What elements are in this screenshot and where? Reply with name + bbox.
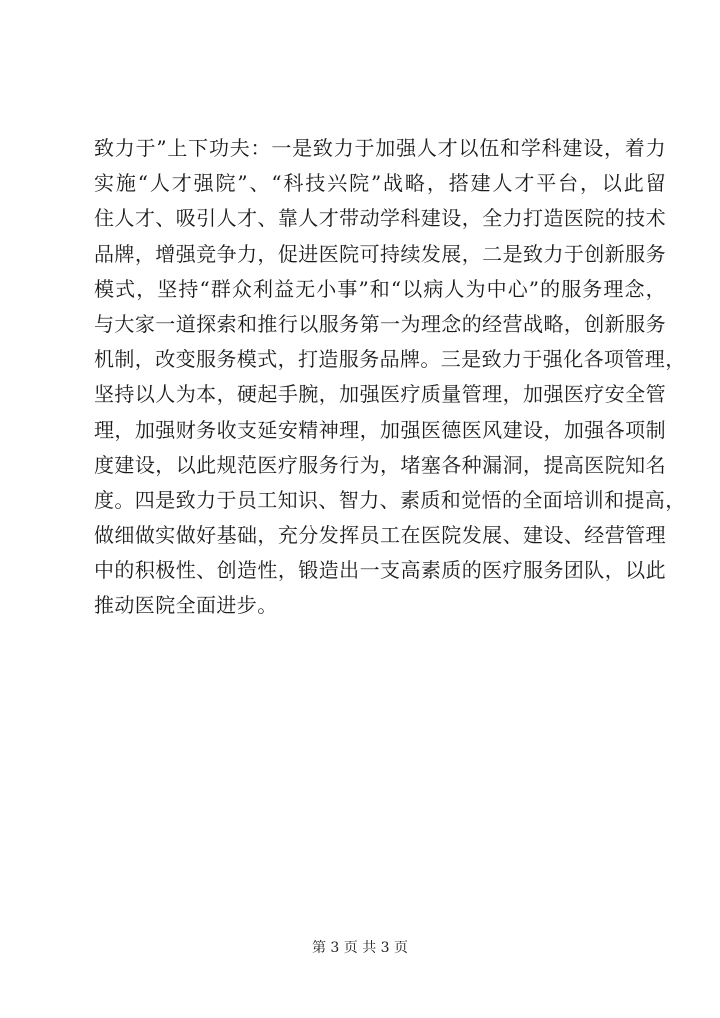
text-line: 机制，改变服务模式，打造服务品牌。三是致力于强化各项管理， xyxy=(94,347,686,372)
body-paragraph xyxy=(94,131,686,624)
text-line: 做细做实做好基础，充分发挥员工在医院发展、建设、经营管理 xyxy=(94,523,666,548)
text-line: 度建设，以此规范医疗服务行为，堵塞各种漏洞，提高医院知名 xyxy=(94,452,666,477)
text-line: 住人才、吸引人才、靠人才带动学科建设，全力打造医院的技术 xyxy=(94,206,666,231)
page-number-footer: 第 3 页 共 3 页 xyxy=(311,940,409,956)
text-line: 品牌，增强竞争力，促进医院可持续发展，二是致力于创新服务 xyxy=(94,241,666,266)
text-line: 模式，坚持“群众利益无小事”和“以病人为中心”的服务理念， xyxy=(94,276,666,301)
text-line: 理，加强财务收支延安精神理，加强医德医风建设，加强各项制 xyxy=(94,417,666,442)
text-line: 致力于”上下功夫：一是致力于加强人才以伍和学科建设，着力 xyxy=(94,136,666,160)
text-line: 度。四是致力于员工知识、智力、素质和觉悟的全面培训和提高， xyxy=(94,487,686,512)
text-line: 实施“人才强院”、“科技兴院”战略，搭建人才平台，以此留 xyxy=(94,171,666,196)
text-line-last: 推动医院全面进步。 xyxy=(94,593,278,618)
text-line: 坚持以人为本，硬起手腕，加强医疗质量管理，加强医疗安全管 xyxy=(94,382,666,407)
text-line: 与大家一道探索和推行以服务第一为理念的经营战略，创新服务 xyxy=(94,311,666,336)
text-line: 中的积极性、创造性，锻造出一支高素质的医疗服务团队，以此 xyxy=(94,558,666,583)
